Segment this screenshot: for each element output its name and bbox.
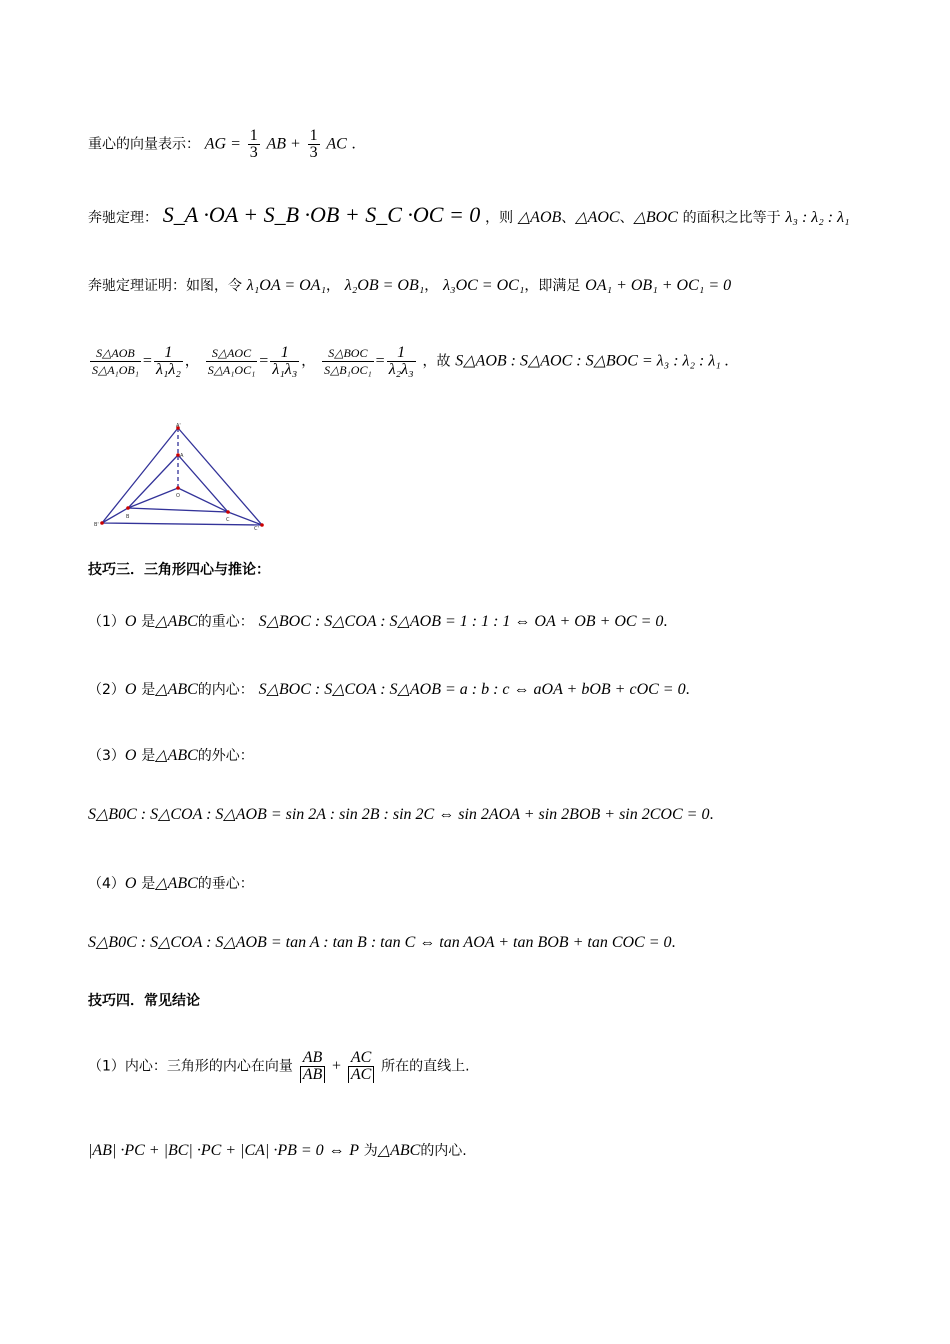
centroid-frac1: $\frac{1}{3}$ — [249, 127, 258, 161]
item1-end: . — [663, 613, 668, 630]
item1-prefix: （1）内心：三角形的内心在向量 — [88, 1058, 293, 1075]
item3-end: . — [709, 806, 714, 823]
section3-item4-formula-line — [88, 932, 676, 953]
item1-formula: S△BOC : S△COA : S△AOB = 1 : 1 : 1 ⇔ OA + OB + OC = 0 — [258, 613, 664, 630]
incenter-frac-ac: $\frac{AC}{AC}$ — [348, 1050, 374, 1083]
section3-item4 — [88, 873, 254, 894]
item4-desc: 的垂心： — [197, 876, 254, 892]
benchi-label: 奔驰定理： — [88, 210, 158, 226]
area-frac2: $\frac{\text{S△AOC}}{\text{S△A₁OC₁}}$ — [207, 346, 256, 377]
benchi-t1: △AOB — [517, 209, 562, 226]
point-b — [126, 506, 130, 510]
item3-num: （3） — [88, 748, 125, 764]
label-c: C — [226, 517, 230, 523]
proof-comma1: ， — [326, 278, 340, 294]
incenter-iff: ⇔ — [328, 1142, 345, 1159]
line-b-o — [128, 488, 178, 508]
proof-eq2: λ₂OB = OB₁ — [344, 277, 425, 294]
areas-gu: ，故 — [422, 353, 451, 370]
incenter-eq: |AB| ·PC + |BC| ·PC + |CA| ·PB = 0 — [88, 1142, 324, 1159]
incenter-end: 的内心. — [420, 1143, 467, 1159]
benchi-then: ，则 — [485, 210, 514, 226]
item3-tri: △ABC — [155, 747, 198, 764]
centroid-term1: AB + — [266, 135, 301, 153]
proof-sum: OA₁ + OB₁ + OC₁ = 0 — [585, 277, 732, 294]
benchi-formula: S_A ·OA + S_B ·OB + S_C ·OC = 0 — [162, 202, 481, 227]
areas-final: S△AOB : S△AOC : S△BOC = λ₃ : λ₂ : λ₁ . — [455, 352, 729, 370]
item4-end: . — [671, 934, 676, 951]
item4-tri: △ABC — [155, 875, 198, 892]
item2-formula: S△BOC : S△COA : S△AOB = a : b : c ⇔ aOA + bOB + cOC = 0 — [258, 681, 686, 698]
triangle-diagram — [90, 420, 270, 532]
point-b1 — [100, 521, 104, 525]
benchi-sep1: 、 — [561, 210, 576, 226]
benchi-ratio: λ₃ : λ₂ : λ₁ — [785, 209, 850, 226]
item3-is: 是 — [141, 748, 156, 764]
item1-o: O — [124, 613, 137, 630]
proof-eq3: λ₃OC = OC₁ — [443, 277, 525, 294]
benchi-t2: △AOC — [575, 209, 620, 226]
centroid-line — [88, 128, 356, 161]
section3-item3-formula-line — [88, 804, 713, 825]
label-a1: A' — [176, 423, 181, 429]
area-rhs1: $\frac{1}{\text{λ₁λ₂}}$ — [155, 344, 181, 378]
label-o: O — [176, 493, 180, 499]
proof-eq1: λ₁OA = OA₁ — [246, 277, 326, 294]
item4-is: 是 — [141, 876, 156, 892]
item4-num: （4） — [88, 876, 125, 892]
item2-desc: 的内心： — [197, 682, 254, 698]
centroid-frac2: $\frac{1}{3}$ — [309, 127, 318, 161]
item4-formula: S△B0C : S△COA : S△AOB = tan A : tan B : tan C ⇔ tan AOA + tan BOB + tan COC = 0 — [88, 934, 672, 951]
label-b1: B' — [94, 522, 99, 528]
label-b: B — [126, 514, 130, 520]
proof-label: 奔驰定理证明：如图，令 — [88, 278, 242, 294]
item1-tri: △ABC — [155, 613, 198, 630]
incenter-plus: + — [332, 1057, 342, 1075]
item3-o: O — [124, 747, 137, 764]
item4-o: O — [124, 875, 137, 892]
centroid-term2: AC — [326, 135, 347, 153]
item3-desc: 的外心： — [197, 748, 254, 764]
point-c — [226, 510, 230, 514]
item2-is: 是 — [141, 682, 156, 698]
incenter-wei: 为 — [363, 1143, 378, 1159]
areas-line: $\frac{\text{S△AOB}}{\text{S△A₁OB₁}}$ = $\frac{1}{\text{λ₁λ₂}}$ ， $\frac{\text{S△AOC}}{\text{S△A₁OC₁}}$ = $\frac{1}{\text{λ₁λ₃}}$ ， $\frac{\text{S△BOC}}{\text{S△B₁OC₁}}$ = $\frac{1}{\text{λ₂λ₃}}$ ，故 S△AOB : S△AOC : S△BOC = λ₃ : λ₂ : λ₁ . — [92, 344, 729, 378]
section3-item3 — [88, 745, 254, 766]
item2-o: O — [124, 681, 137, 698]
point-c1 — [260, 523, 264, 527]
proof-satisfy: ，即满足 — [524, 278, 581, 294]
item2-tri: △ABC — [155, 681, 198, 698]
benchi-line — [88, 202, 850, 228]
area-frac1: $\frac{\text{S△AOB}}{\text{S△A₁OB₁}}$ — [92, 346, 139, 377]
item1-suffix: 所在的直线上. — [381, 1058, 470, 1075]
item2-num: （2） — [88, 682, 125, 698]
section4-heading: 技巧四．常见结论 — [88, 993, 200, 1009]
incenter-tri: △ABC — [377, 1142, 421, 1159]
area-frac3: $\frac{\text{S△BOC}}{\text{S△B₁OC₁}}$ — [324, 346, 372, 377]
item1-is: 是 — [141, 614, 156, 630]
point-p: P — [349, 1142, 359, 1159]
proof-comma2: ， — [424, 278, 439, 294]
section4-item1 — [88, 1050, 470, 1083]
incenter-frac-ab: $\frac{AB}{AB}$ — [300, 1050, 326, 1083]
benchi-t3: △BOC — [633, 209, 678, 226]
centroid-lhs: AG = — [204, 135, 241, 153]
centroid-end: . — [351, 135, 356, 153]
area-rhs2: $\frac{1}{\text{λ₁λ₃}}$ — [272, 344, 298, 378]
area-rhs3: $\frac{1}{\text{λ₂λ₃}}$ — [388, 344, 414, 378]
item1-desc: 的重心： — [197, 614, 254, 630]
label-a: A — [180, 453, 184, 459]
item2-end: . — [685, 681, 690, 698]
benchi-sep2: 、 — [619, 210, 634, 226]
label-c1: C' — [254, 526, 259, 532]
section3-item2 — [88, 679, 690, 700]
section3-item1 — [88, 611, 667, 632]
point-o — [176, 486, 180, 490]
section3-heading: 技巧三．三角形四心与推论： — [88, 562, 270, 578]
section4-eq-line — [88, 1140, 467, 1161]
centroid-label: 重心的向量表示： — [88, 136, 200, 153]
benchi-ratio-text: 的面积之比等于 — [682, 210, 781, 226]
line-c-o — [178, 488, 228, 512]
item3-formula: S△B0C : S△COA : S△AOB = sin 2A : sin 2B : sin 2C ⇔ sin 2AOA + sin 2BOB + sin 2COC = 0 — [88, 806, 710, 823]
item1-num: （1） — [88, 614, 125, 630]
line-b-b1 — [102, 508, 128, 523]
proof-line — [88, 275, 731, 296]
